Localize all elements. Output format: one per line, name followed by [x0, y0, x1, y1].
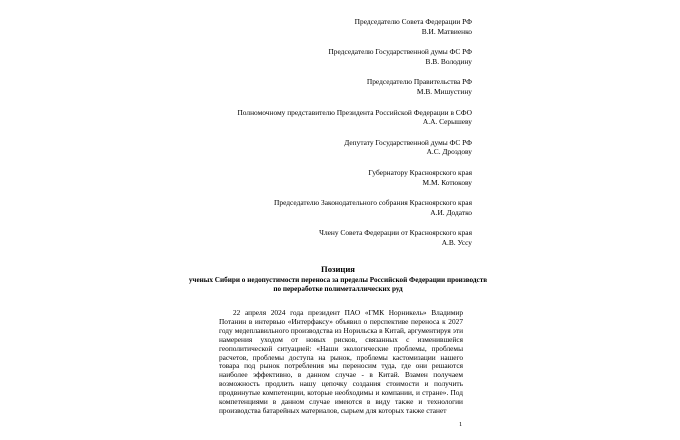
document-subtitle: ученых Сибири о недопустимости переноса за пределы Российской Федерации производств по переработке полиметаллических руд: [188, 276, 488, 294]
addressee-title: Полномочному представителю Президента Российской Федерации в СФО: [237, 107, 472, 117]
addressee-government: [212, 77, 472, 96]
addressee-title: Депутату Государственной думы ФС РФ: [344, 137, 472, 147]
addressee-title: Председателю Законодательного собрания Красноярского края: [274, 198, 472, 208]
addressee-legislative-assembly: [212, 198, 472, 217]
addressee-block: [212, 17, 472, 259]
document-title-block: [188, 264, 488, 295]
addressee-presidential-envoy: [212, 108, 472, 127]
addressee-title: Председателю Государственной думы ФС РФ: [328, 47, 472, 57]
addressee-name: М.В. Мишустину: [416, 86, 472, 96]
addressee-senator: [212, 228, 472, 247]
addressee-title: Губернатору Красноярского края: [368, 167, 472, 177]
addressee-name: М.М. Котюкову: [422, 177, 472, 187]
addressee-governor: [212, 168, 472, 187]
addressee-federation-council: [212, 17, 472, 36]
addressee-name: А.В. Уссу: [441, 237, 472, 247]
addressee-name: А.А. Серышеву: [422, 117, 472, 127]
addressee-title: Члену Совета Федерации от Красноярского края: [319, 228, 472, 238]
addressee-duma-deputy: [212, 138, 472, 157]
addressee-title: Председателю Совета Федерации РФ: [354, 17, 472, 26]
addressee-title: Председателю Правительства РФ: [366, 77, 472, 87]
body-paragraph: 22 апреля 2024 года президент ПАО «ГМК Норникель» Владимир Потанин в интервью «Интерфаксу» объявил о перспективе переноса к 2027 году медеплавильного производства из Норильска в Китай, аргументируя эти намерения уходом от новых рисков, связанных с изменившейся геополитической ситуацией: «Наши экологические проблемы, проблемы расчетов, проблемы доступа на рынок, проблемы кастомизации нашего товара под рынок потребления мы переносим туда, где они решаются наиболее эффективно, в данном случае - в Китай. Взамен получаем возможность продлить нашу цепочку создания стоимости и получить продвинутые компетенции, которые необходимы и компании, и стране». Под компетенциями в данном случае имеются в виду также и технологии производства батарейных материалов, сырьем для которых также станет: [219, 308, 463, 415]
addressee-name: А.С. Дроздову: [426, 147, 472, 157]
addressee-name: А.И. Додатко: [430, 207, 472, 217]
addressee-name: В.И. Матвиенко: [421, 26, 472, 36]
addressee-name: В.В. Володину: [425, 56, 472, 66]
page-number: 1: [459, 421, 463, 428]
addressee-state-duma: [212, 47, 472, 66]
document-title: Позиция: [321, 264, 355, 274]
